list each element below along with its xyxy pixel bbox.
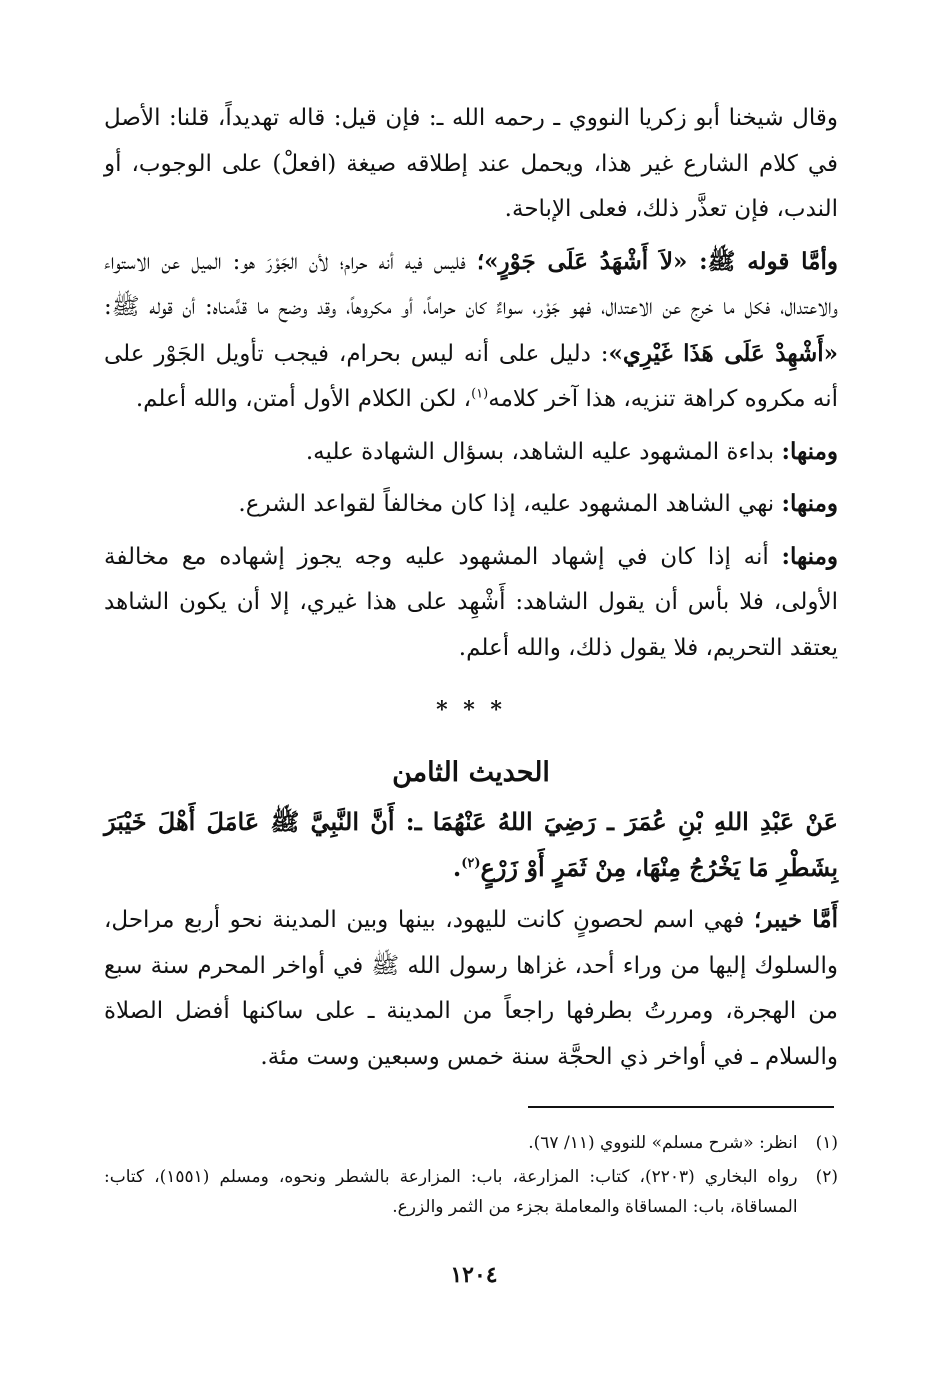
- footnote-item: [104, 1162, 838, 1222]
- paragraph-lead: ومنها:: [781, 542, 838, 570]
- page-number: ١٢٠٤: [450, 1262, 498, 1288]
- paragraph-text: فهي اسم لحصونٍ كانت لليهود، بينها وبين المدينة نحو أربع مراحل، والسلوك إليها من وراء أحد، غزاها رسول الله ﷺ في أواخر المحرم سنة سبع من الهجرة، ومررتُ بطرفها راجعاً من المدينة ـ على ساكنها أفضل الصلاة والسلام ـ في أواخر ذي الحجَّة سنة خمس وسبعين وست مئة.: [104, 907, 838, 1070]
- paragraph-benefit-3: [104, 534, 838, 672]
- paragraph-text: نهي الشاهد المشهود عليه، إذا كان مخالفاً لقواعد الشرع.: [238, 491, 782, 517]
- main-text: [104, 96, 838, 1080]
- paragraph-lead: ومنها:: [781, 490, 838, 517]
- footnote-ref: (٢): [461, 856, 481, 871]
- footnote-item: [104, 1128, 838, 1158]
- paragraph-text: ، لكن الكلام الأول أمتن، والله أعلم.: [135, 386, 472, 412]
- hadith-quote: «أَشْهِدْ عَلَى هَذَا غَيْرِي»: [608, 339, 838, 367]
- footnote-number: (٢): [815, 1167, 838, 1187]
- footnote-number: (١): [815, 1133, 838, 1153]
- paragraph-lead: أَمَّا خيبر؛: [753, 906, 838, 933]
- hadith-text: عَنْ عَبْدِ اللهِ بْنِ عُمَرَ ـ رَضِيَ اللهُ عَنْهُمَا ـ: أَنَّ النَّبِيَّ ﷺ عَامَلَ أَهْلَ خَيْبَرَ بِشَطْرِ مَا يَخْرُجُ مِنْهَا، مِنْ ثَمَرٍ أَوْ زَرْعٍ$^{(٢)}$.: [104, 807, 838, 882]
- paragraph-text: : دليل على أنه ليس بحرام، فيجب تأويل الجَوْر على أنه مكروه كراهة تنزيه، هذا آخر كلامه: [104, 340, 838, 412]
- section-heading: الحديث الثامن: [392, 757, 550, 788]
- paragraph-text: أنه إذا كان في إشهاد المشهود عليه وجه يجوز إشهاده مع مخالفة الأولى، فلا بأس أن يقول الشاهد: أَشْهِد على هذا غيري، إلا أن يكون الشاهد يعتقد التحريم، فلا يقول ذلك، والله أعلم.: [104, 543, 838, 661]
- paragraph-benefit-2: [104, 481, 838, 528]
- paragraph-text: بداءة المشهود عليه الشاهد، بسؤال الشهادة عليه.: [305, 438, 782, 465]
- footnote-text: انظر: «شرح مسلم» للنووي (١١/ ٦٧).: [528, 1133, 798, 1153]
- paragraph-benefit-1: [104, 429, 838, 476]
- footnote-text: رواه البخاري (٢٢٠٣)، كتاب: المزارعة، باب: المزارعة بالشطر ونحوه، ومسلم (١٥٥١)، كتاب: المساقاة، باب: المساقاة والمعاملة بجزء من الثمر والزرع.: [104, 1167, 798, 1217]
- paragraph-text: فليس فيه أنه حرام؛ لأن الجَوْرَ هو: الميل عن الاستواء والاعتدال، فكل ما خرج عن الاعتدال، فهو جَوْر، سواءٌ كان حراماً، أو مكروهاً، وقد وضح ما قدَّمناه: أن قوله ﷺ:: [104, 248, 838, 320]
- section-separator: * * *: [436, 697, 506, 723]
- paragraph-khaybar: [104, 897, 838, 1080]
- paragraph-jawr: [104, 239, 838, 423]
- footnotes: [104, 1128, 838, 1226]
- footnote-ref: (١): [471, 386, 489, 402]
- footnote-divider: [528, 1106, 834, 1108]
- paragraph-nawawi-quote: وقال شيخنا أبو زكريا النووي ـ رحمه الله ـ: فإن قيل: قاله تهديداً، قلنا: الأصل في كلام الشارع غير هذا، ويحمل عند إطلاقه صيغة (افعلْ) على الوجوب، أو الندب، فإن تعذَّر ذلك، فعلى الإباحة.: [104, 105, 838, 222]
- paragraph-lead: وأمَّا قوله ﷺ: «لاَ أَشْهَدُ عَلَى جَوْرٍ»؛: [476, 247, 838, 275]
- paragraph-lead: ومنها:: [781, 437, 838, 465]
